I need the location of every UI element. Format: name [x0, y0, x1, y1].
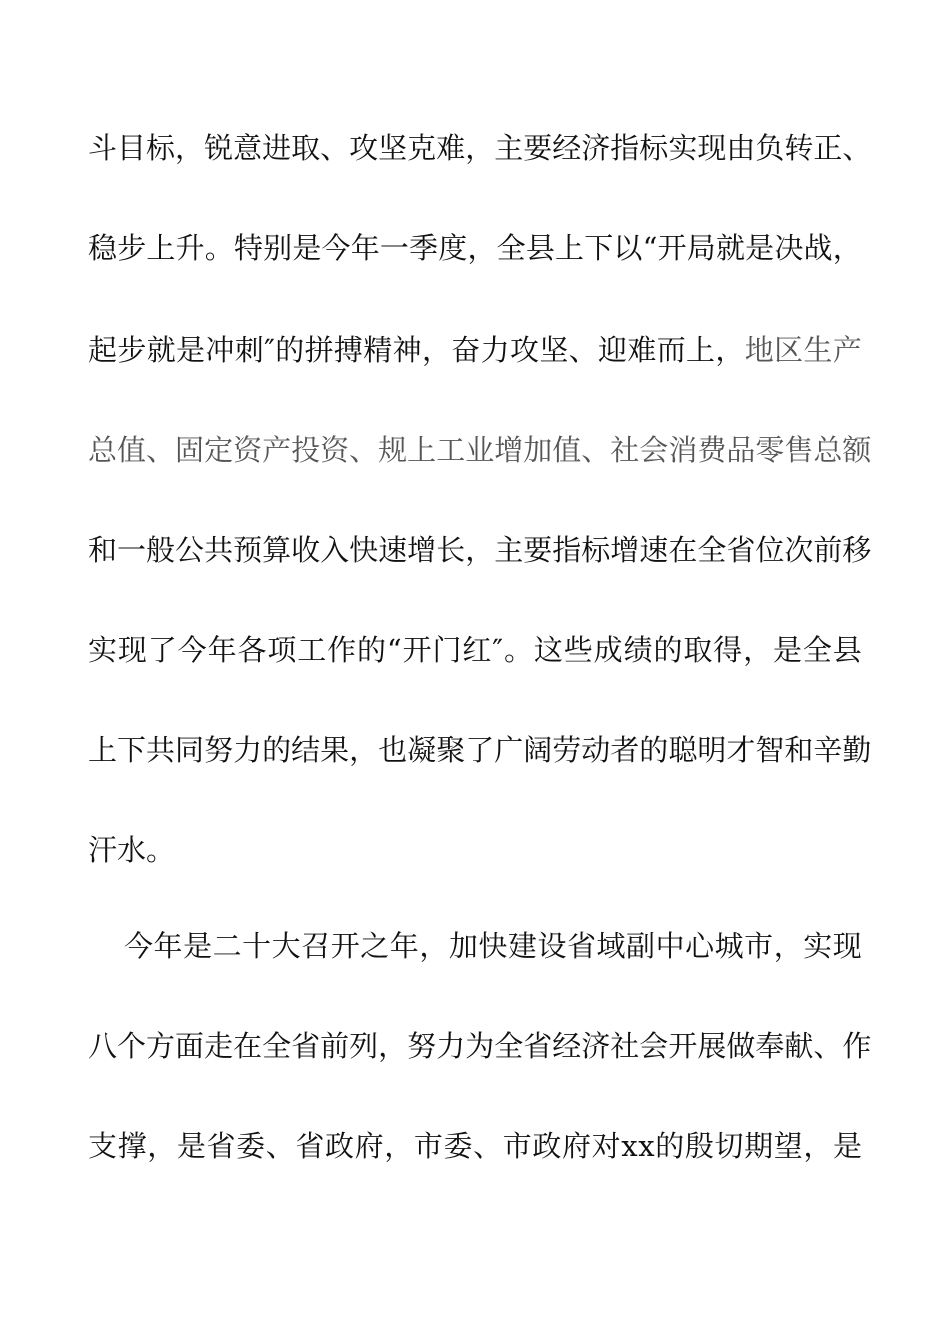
glyph: 就 [715, 231, 745, 265]
glyph: 二 [212, 929, 242, 963]
glyph: 绩 [623, 633, 653, 667]
glyph: 产 [832, 333, 862, 367]
glyph: 区 [774, 333, 804, 367]
glyph: 心 [685, 929, 715, 963]
glyph: 战 [803, 231, 833, 265]
glyph: 之 [360, 929, 390, 963]
glyph: 的 [655, 1129, 685, 1163]
glyph: 走 [204, 1029, 234, 1063]
glyph: 才 [726, 733, 756, 767]
glyph: 的 [639, 733, 669, 767]
glyph: 和 [784, 733, 814, 767]
glyph: 些 [563, 633, 593, 667]
glyph: 省 [726, 533, 756, 567]
glyph: ， [384, 1129, 414, 1163]
glyph: 全 [802, 633, 832, 667]
glyph: 加 [448, 929, 478, 963]
glyph: 克 [407, 131, 437, 165]
glyph: 拼 [304, 333, 334, 367]
glyph: 。 [504, 633, 534, 667]
text-line-8 [88, 830, 862, 870]
text-line-11 [88, 1126, 862, 1166]
glyph: 预 [233, 533, 263, 567]
glyph: 省 [523, 1029, 553, 1063]
glyph: 副 [626, 929, 656, 963]
glyph: 品 [726, 433, 756, 467]
glyph: 转 [784, 131, 814, 165]
glyph: 社 [610, 433, 640, 467]
glyph: 冲 [205, 333, 235, 367]
glyph: 就 [146, 333, 176, 367]
text-line-5 [88, 530, 872, 570]
glyph: 攻 [509, 333, 539, 367]
glyph: 共 [204, 533, 234, 567]
glyph: 聪 [668, 733, 698, 767]
glyph: 目 [117, 131, 147, 165]
glyph: ， [349, 733, 379, 767]
glyph: 快 [349, 533, 379, 567]
glyph: 消 [668, 433, 698, 467]
glyph: 设 [537, 929, 567, 963]
glyph: 面 [175, 1029, 205, 1063]
glyph: 是 [832, 1129, 862, 1163]
glyph: 业 [465, 433, 495, 467]
glyph: 年 [350, 231, 380, 265]
glyph: 对 [591, 1129, 621, 1163]
glyph: 县 [525, 231, 555, 265]
glyph: 步 [117, 231, 147, 265]
glyph: 实 [88, 633, 118, 667]
glyph: 总 [88, 433, 118, 467]
glyph: ， [773, 929, 803, 963]
glyph: 零 [755, 433, 785, 467]
glyph: 辛 [813, 733, 843, 767]
glyph: 正 [813, 131, 843, 165]
glyph: 上 [555, 231, 585, 265]
glyph: 果 [320, 733, 350, 767]
glyph: 、 [320, 131, 350, 165]
glyph: 努 [204, 733, 234, 767]
glyph: 会 [639, 1029, 669, 1063]
glyph: 府 [562, 1129, 592, 1163]
glyph: 取 [683, 633, 713, 667]
glyph: 、 [581, 433, 611, 467]
glyph: 值 [117, 433, 147, 467]
glyph: 者 [610, 733, 640, 767]
glyph: 会 [639, 433, 669, 467]
glyph: 域 [596, 929, 626, 963]
glyph: 大 [271, 929, 301, 963]
glyph: 难 [436, 131, 466, 165]
glyph: 、 [473, 1129, 503, 1163]
glyph: 这 [533, 633, 563, 667]
glyph: 是 [773, 633, 803, 667]
glyph: 增 [407, 533, 437, 567]
glyph: ， [832, 231, 862, 265]
glyph: 由 [726, 131, 756, 165]
glyph: 的 [262, 733, 292, 767]
text-line-2 [88, 228, 862, 268]
glyph: 要 [523, 131, 553, 165]
glyph: 工 [297, 633, 327, 667]
glyph: 是 [745, 231, 775, 265]
glyph: 主 [494, 533, 524, 567]
glyph: 工 [436, 433, 466, 467]
glyph: 今 [177, 633, 207, 667]
glyph: 省 [291, 1029, 321, 1063]
glyph: 今 [321, 231, 351, 265]
glyph: 力 [233, 733, 263, 767]
glyph: 投 [291, 433, 321, 467]
glyph: 省 [566, 929, 596, 963]
glyph: 委 [443, 1129, 473, 1163]
glyph: 成 [593, 633, 623, 667]
glyph: 项 [267, 633, 297, 667]
glyph: 劳 [552, 733, 582, 767]
text-line-1 [88, 128, 872, 168]
glyph: 指 [552, 533, 582, 567]
glyph: 售 [784, 433, 814, 467]
glyph: 市 [502, 1129, 532, 1163]
glyph: 移 [842, 533, 872, 567]
glyph: 取 [291, 131, 321, 165]
glyph: 要 [523, 533, 553, 567]
glyph: 望 [773, 1129, 803, 1163]
glyph: 在 [233, 1029, 263, 1063]
glyph: 市 [413, 1129, 443, 1163]
glyph: 省 [295, 1129, 325, 1163]
glyph: 了 [465, 733, 495, 767]
glyph: 作 [327, 633, 357, 667]
glyph: 的 [653, 633, 683, 667]
glyph: ， [465, 131, 495, 165]
glyph: 今 [124, 929, 154, 963]
glyph: 次 [784, 533, 814, 567]
glyph: 、 [842, 131, 872, 165]
glyph: 前 [320, 1029, 350, 1063]
glyph: 各 [237, 633, 267, 667]
glyph: 力 [436, 1029, 466, 1063]
glyph: 现 [697, 131, 727, 165]
glyph: 县 [832, 633, 862, 667]
glyph: 。 [204, 231, 234, 265]
line-8-text: 汗水。 [88, 833, 176, 867]
glyph: 负 [755, 131, 785, 165]
glyph: 的 [275, 333, 305, 367]
glyph: 标 [581, 533, 611, 567]
glyph: 建 [507, 929, 537, 963]
glyph: ″ [264, 333, 275, 367]
glyph: 门 [432, 633, 462, 667]
glyph: 实 [668, 131, 698, 165]
glyph: 勤 [842, 733, 872, 767]
glyph: 是 [176, 333, 206, 367]
text-line-3 [88, 330, 862, 370]
glyph: 的 [357, 633, 387, 667]
glyph: 奉 [755, 1029, 785, 1063]
glyph: ， [715, 333, 745, 367]
glyph: 迎 [598, 333, 628, 367]
glyph: 地 [744, 333, 774, 367]
glyph: 同 [175, 733, 205, 767]
glyph: 努 [407, 1029, 437, 1063]
glyph: 规 [378, 433, 408, 467]
glyph: 年 [389, 929, 419, 963]
glyph: 现 [832, 929, 862, 963]
glyph: 增 [610, 533, 640, 567]
glyph: 政 [532, 1129, 562, 1163]
glyph: 、 [813, 1029, 843, 1063]
glyph: 上 [407, 433, 437, 467]
glyph: 标 [639, 131, 669, 165]
glyph: 和 [88, 533, 118, 567]
glyph: ″ [492, 633, 504, 667]
glyph: 收 [291, 533, 321, 567]
glyph: 意 [233, 131, 263, 165]
glyph: 公 [175, 533, 205, 567]
glyph: 长 [436, 533, 466, 567]
glyph: 入 [320, 533, 350, 567]
glyph: 方 [146, 1029, 176, 1063]
glyph: 坚 [378, 131, 408, 165]
glyph: 济 [581, 131, 611, 165]
text-line-6 [88, 630, 862, 670]
glyph: 斗 [88, 131, 118, 165]
glyph: 、 [568, 333, 598, 367]
glyph: 以 [613, 231, 643, 265]
glyph: 特 [233, 231, 263, 265]
glyph: 前 [813, 533, 843, 567]
glyph: ， [378, 1029, 408, 1063]
glyph: 位 [755, 533, 785, 567]
glyph: 加 [523, 433, 553, 467]
glyph: 智 [755, 733, 785, 767]
glyph: 、 [265, 1129, 295, 1163]
glyph: 共 [146, 733, 176, 767]
glyph: 速 [639, 533, 669, 567]
glyph: 定 [204, 433, 234, 467]
glyph: 指 [610, 131, 640, 165]
glyph: 城 [714, 929, 744, 963]
glyph: 神 [392, 333, 422, 367]
glyph: “ [642, 231, 658, 265]
glyph: 值 [552, 433, 582, 467]
glyph: 社 [610, 1029, 640, 1063]
glyph: 凝 [407, 733, 437, 767]
glyph: 开 [657, 231, 687, 265]
glyph: ， [467, 231, 497, 265]
glyph: 全 [496, 231, 526, 265]
glyph: 八 [88, 1029, 118, 1063]
glyph: 力 [480, 333, 510, 367]
glyph: 费 [697, 433, 727, 467]
glyph: 列 [349, 1029, 379, 1063]
glyph: 生 [803, 333, 833, 367]
glyph: 红 [462, 633, 492, 667]
glyph: 政 [325, 1129, 355, 1163]
text-line-4 [88, 430, 872, 470]
glyph: 十 [242, 929, 272, 963]
glyph: 是 [183, 929, 213, 963]
glyph: 快 [478, 929, 508, 963]
glyph: 明 [697, 733, 727, 767]
glyph: ， [175, 131, 205, 165]
glyph: 作 [842, 1029, 872, 1063]
glyph: 阔 [523, 733, 553, 767]
glyph: 切 [714, 1129, 744, 1163]
glyph: 锐 [204, 131, 234, 165]
glyph: 年 [207, 633, 237, 667]
glyph: 上 [88, 733, 118, 767]
glyph: 一 [379, 231, 409, 265]
glyph: 步 [117, 333, 147, 367]
glyph: 撑 [117, 1129, 147, 1163]
glyph: 济 [581, 1029, 611, 1063]
glyph: 上 [146, 231, 176, 265]
glyph: x [621, 1129, 638, 1163]
glyph: 支 [88, 1129, 118, 1163]
glyph: 府 [354, 1129, 384, 1163]
glyph: 下 [117, 733, 147, 767]
glyph: 展 [697, 1029, 727, 1063]
glyph: 起 [88, 333, 118, 367]
glyph: ， [421, 333, 451, 367]
text-line-9 [124, 926, 862, 966]
glyph: 奋 [451, 333, 481, 367]
glyph: ， [743, 633, 773, 667]
glyph: 全 [697, 533, 727, 567]
glyph: 固 [175, 433, 205, 467]
glyph: ， [147, 1129, 177, 1163]
glyph: 省 [206, 1129, 236, 1163]
glyph: 标 [146, 131, 176, 165]
glyph: 经 [552, 1029, 582, 1063]
glyph: 召 [301, 929, 331, 963]
glyph: 稳 [88, 231, 118, 265]
glyph: 度 [438, 231, 468, 265]
glyph: 般 [146, 533, 176, 567]
glyph: 为 [465, 1029, 495, 1063]
glyph: 、 [349, 433, 379, 467]
glyph: 产 [262, 433, 292, 467]
glyph: ， [803, 1129, 833, 1163]
glyph: 做 [726, 1029, 756, 1063]
glyph: 实 [803, 929, 833, 963]
glyph: 额 [842, 433, 872, 467]
glyph: 年 [153, 929, 183, 963]
glyph: ， [419, 929, 449, 963]
glyph: 动 [581, 733, 611, 767]
glyph: 总 [813, 433, 843, 467]
glyph: 季 [409, 231, 439, 265]
glyph: 攻 [349, 131, 379, 165]
glyph: ， [465, 533, 495, 567]
glyph: 是 [292, 231, 322, 265]
glyph: 开 [668, 1029, 698, 1063]
glyph: 升 [175, 231, 205, 265]
glyph: 刺 [234, 333, 264, 367]
glyph: 局 [686, 231, 716, 265]
glyph: 个 [117, 1029, 147, 1063]
glyph: 是 [176, 1129, 206, 1163]
text-line-7 [88, 730, 872, 770]
glyph: 了 [147, 633, 177, 667]
glyph: 广 [494, 733, 524, 767]
glyph: 全 [494, 1029, 524, 1063]
text-line-10 [88, 1026, 872, 1066]
glyph: x [638, 1129, 655, 1163]
glyph: 全 [262, 1029, 292, 1063]
glyph: 结 [291, 733, 321, 767]
glyph: 上 [686, 333, 716, 367]
glyph: 也 [378, 733, 408, 767]
glyph: 殷 [684, 1129, 714, 1163]
glyph: 经 [552, 131, 582, 165]
glyph: 资 [320, 433, 350, 467]
glyph: 搏 [333, 333, 363, 367]
glyph: 精 [363, 333, 393, 367]
glyph: 资 [233, 433, 263, 467]
glyph: 、 [146, 433, 176, 467]
glyph: 进 [262, 131, 292, 165]
glyph: 主 [494, 131, 524, 165]
glyph: 市 [744, 929, 774, 963]
glyph: 聚 [436, 733, 466, 767]
glyph: 增 [494, 433, 524, 467]
glyph: 决 [774, 231, 804, 265]
glyph: 得 [713, 633, 743, 667]
glyph: 开 [330, 929, 360, 963]
glyph: 开 [402, 633, 432, 667]
glyph: 而 [656, 333, 686, 367]
glyph: 献 [784, 1029, 814, 1063]
glyph: 别 [263, 231, 293, 265]
glyph: 期 [744, 1129, 774, 1163]
glyph: 中 [655, 929, 685, 963]
glyph: 坚 [539, 333, 569, 367]
glyph: 委 [236, 1129, 266, 1163]
glyph: “ [386, 633, 402, 667]
glyph: 现 [117, 633, 147, 667]
glyph: 下 [584, 231, 614, 265]
glyph: 一 [117, 533, 147, 567]
glyph: 速 [378, 533, 408, 567]
glyph: 在 [668, 533, 698, 567]
glyph: 难 [627, 333, 657, 367]
glyph: 算 [262, 533, 292, 567]
